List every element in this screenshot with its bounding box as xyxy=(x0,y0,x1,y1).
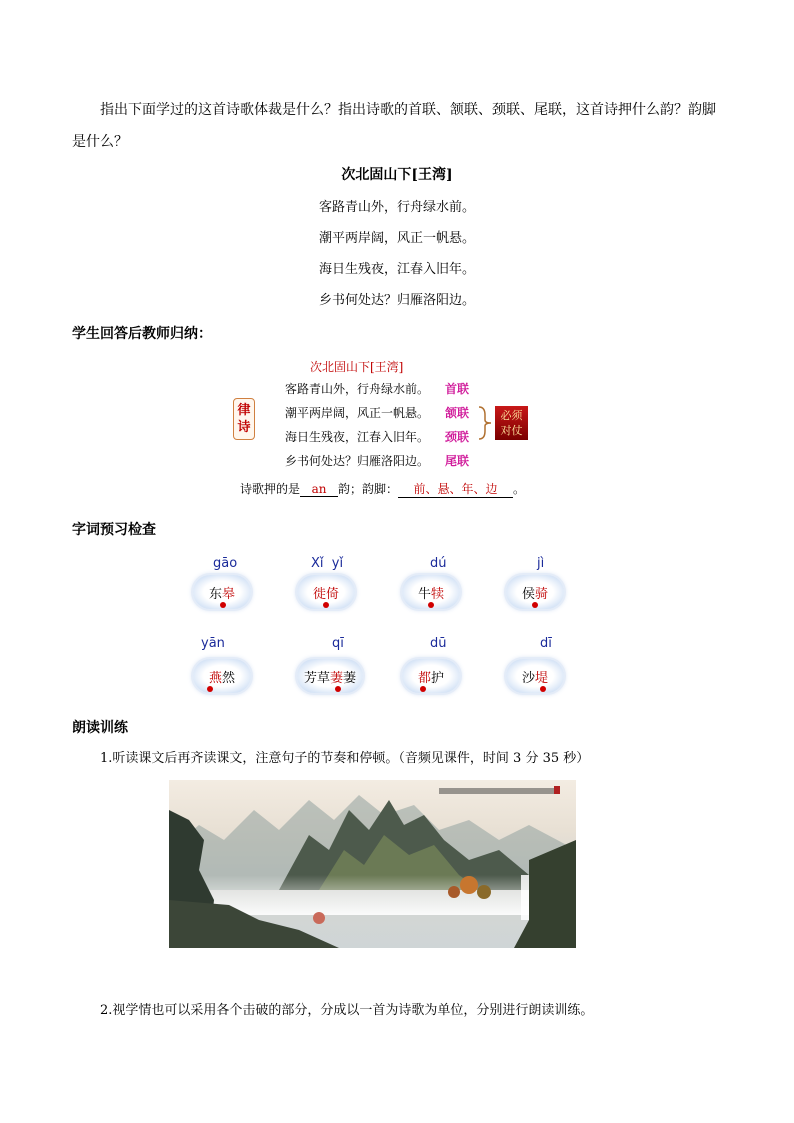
pinyin-3: dú xyxy=(430,556,447,571)
duizhang-line-1: 必须 xyxy=(500,409,523,422)
rhyme-line xyxy=(240,480,525,498)
pinyin-8: dī xyxy=(540,636,552,651)
rhyme-middle: 韵；韵脚： xyxy=(338,482,399,496)
duizhang-box xyxy=(495,406,528,440)
bracket-icon xyxy=(477,405,493,441)
reading-heading: 朗读训练 xyxy=(72,720,128,736)
structure-title: 次北固山下[王湾] xyxy=(310,360,404,374)
structure-line-1: 客路青山外，行舟绿水前。 xyxy=(285,382,430,396)
vocab-6-pre: 芳草 xyxy=(303,670,330,686)
tag-jinglian: 颈联 xyxy=(445,430,470,444)
reading-item-2: 2.视学情也可以采用各个击破的部分，分成以一首为诗歌为单位，分别进行朗读训练。 xyxy=(100,1003,594,1018)
rhyme-prefix: 诗歌押的是 xyxy=(240,482,301,496)
genre-box xyxy=(233,398,255,440)
duizhang-line-2: 对仗 xyxy=(500,424,523,437)
genre-char-2: 诗 xyxy=(237,420,251,435)
vocab-2-hl: 徙倚 xyxy=(312,586,339,602)
red-dot xyxy=(532,602,538,608)
vocab-cloud-7 xyxy=(402,659,460,693)
vocab-7-hl: 都 xyxy=(417,670,431,686)
rhyme-end: 。 xyxy=(513,482,526,496)
question-line-2: 是什么？ xyxy=(72,134,128,150)
vocab-5-post: 然 xyxy=(222,670,236,686)
vocab-cloud-5 xyxy=(193,659,251,693)
structure-graphic xyxy=(225,355,545,505)
red-dot xyxy=(540,686,546,692)
pinyin-2: Xǐ yǐ xyxy=(311,556,344,571)
poem-line-2: 潮平两岸阔，风正一帆悬。 xyxy=(318,231,475,246)
pinyin-7: dū xyxy=(430,636,447,651)
vocab-6-post: 萋 xyxy=(343,670,357,686)
poem-line-4: 乡书何处达？归雁洛阳边。 xyxy=(318,293,475,308)
poem-line-3: 海日生残夜，江春入旧年。 xyxy=(318,262,475,277)
vocab-8-hl: 堤 xyxy=(535,670,549,686)
poem-line-1: 客路青山外，行舟绿水前。 xyxy=(318,200,475,215)
vocab-heading: 字词预习检查 xyxy=(72,522,156,538)
landscape-painting-svg xyxy=(169,780,576,948)
tag-weilian: 尾联 xyxy=(445,454,470,468)
red-dot xyxy=(420,686,426,692)
vocab-1-pre: 东 xyxy=(208,586,222,602)
vocab-3-hl: 犊 xyxy=(431,586,445,602)
poem-title: 次北固山下[王湾] xyxy=(341,167,453,183)
pinyin-6: qī xyxy=(332,636,344,651)
tag-shoulian: 首联 xyxy=(445,382,470,396)
vocab-4-pre: 侯 xyxy=(521,586,535,602)
vocab-cloud-6 xyxy=(297,659,363,693)
vocab-6-hl: 萋 xyxy=(329,670,343,686)
vocab-3-pre: 牛 xyxy=(417,586,431,602)
structure-line-3: 海日生残夜，江春入旧年。 xyxy=(285,430,430,444)
red-dot xyxy=(220,602,226,608)
genre-char-1: 律 xyxy=(237,403,251,418)
structure-line-4: 乡书何处达？归雁洛阳边。 xyxy=(285,454,430,468)
rhyme-blank: an xyxy=(300,482,338,497)
pinyin-5: yān xyxy=(201,636,225,651)
red-dot xyxy=(428,602,434,608)
structure-line-2: 潮平两岸阔，风正一帆悬。 xyxy=(285,406,430,420)
rhyme-words-blank: 前、悬、年、边 xyxy=(398,480,513,498)
question-line-1: 指出下面学过的这首诗歌体裁是什么？指出诗歌的首联、颔联、颈联、尾联，这首诗押什么韵？韵脚 xyxy=(100,102,716,118)
red-dot xyxy=(207,686,213,692)
vocab-cloud-8 xyxy=(506,659,564,693)
vocab-7-post: 护 xyxy=(431,670,445,686)
reading-item-1: 1.听读课文后再齐读课文，注意句子的节奏和停顿。（音频见课件，时间 3 分 35 秒） xyxy=(100,751,590,766)
summary-heading: 学生回答后教师归纳： xyxy=(72,326,212,342)
landscape-painting xyxy=(169,780,576,948)
vocab-1-hl: 皋 xyxy=(222,586,236,602)
red-dot xyxy=(323,602,329,608)
vocab-4-hl: 骑 xyxy=(535,586,549,602)
vocab-8-pre: 沙 xyxy=(521,670,535,686)
tag-hanlian: 颔联 xyxy=(445,406,470,420)
pinyin-4: jì xyxy=(537,556,545,571)
red-dot xyxy=(335,686,341,692)
vocab-5-hl: 燕 xyxy=(208,670,222,686)
pinyin-1: gāo xyxy=(213,556,238,571)
